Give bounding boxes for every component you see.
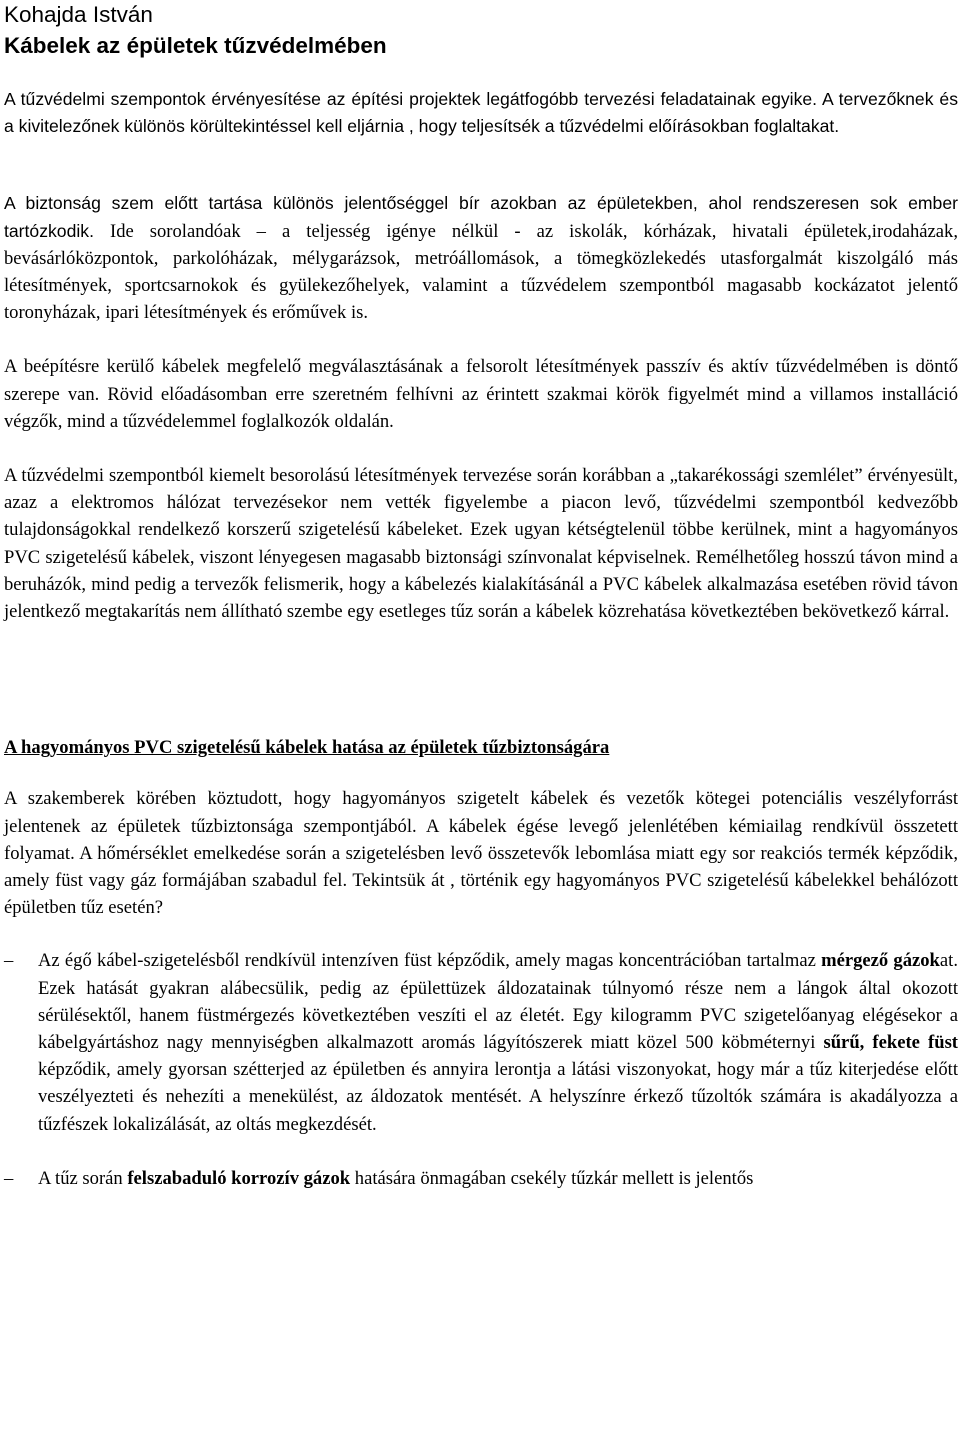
bullet-item-corrosive: – A tűz során felszabaduló korrozív gázok hatására önmagában csekély tűzkár mellett is jelentős [4, 1165, 958, 1192]
safety-paragraph-list: Ide sorolandóak – a teljesség igénye nélkül - az iskolák, kórházak, hivatali épületek,irodaházak, bevásárlóközpontok, parkolóházak, mélygarázsok, metróállomások, a tömegközlekedés utasforgalmát kiszolgáló más létesítmények, sportcsarnokok és gyülekezőhelyek, valamint a tűzvédelem szempontból magasabb kockázatot jelentő toronyházak, ipari létesítmények és erőművek is. [4, 220, 958, 324]
pvc-intro-paragraph: A szakemberek körében köztudott, hogy hagyományos szigetelt kábelek és vezetők kötegei potenciális veszélyforrást jelentenek az épületek tűzbiztonsága szempontjából. A kábelek égése levegő jelenlétében kémiailag rendkívül összetett folyamat. A hőmérséklet emelkedése során a szigetelésben levő összetevők lebomlása miatt egy sor reakciós termék képződik, amely füst vagy gáz formájában szabadul fel. Tekintsük át , történik egy hagyományos PVC szigetelésű kábelekkel behálózott épületben tűz esetén? [4, 788, 958, 919]
spacer [4, 61, 958, 86]
spacer [4, 921, 958, 947]
spacer [4, 1138, 958, 1165]
bullet-dash: – [4, 1167, 14, 1189]
bullet-dash: – [4, 950, 14, 972]
cable-selection-paragraph: A beépítésre kerülő kábelek megfelelő megválasztásának a felsorolt létesítmények passzív és aktív tűzvédelmében is döntő szerepe van. Rövid előadásomban erre szeretném felhívni az érintett szakmai körök figyelmét mind a villamos installáció végzők, mind a tűzvédelemmel foglalkozók oldalán. [4, 356, 958, 432]
spacer [4, 761, 958, 785]
section-heading: A hagyományos PVC szigetelésű kábelek hatása az épületek tűzbiztonságára [4, 737, 610, 759]
document-page [4, 0, 958, 1192]
spacer [4, 167, 958, 190]
design-paragraph: A tűzvédelmi szempontból kiemelt besorolású létesítmények tervezése során korábban a „takarékossági szemlélet” érvényesült, azaz a elektromos hálózat tervezésekor nem vették figyelembe a piacon levő, tűzvédelmi szempontból kedvezőbb tulajdonságokkal rendelkező korszerű szigetelésű kábeleket. Ezek ugyan kétségtelenül többe kerülnek, mint a hagyományos PVC szigetelésű kábelek, viszont lényegesen magasabb biztonsági színvonalat képviselnek. Remélhetőleg hosszú távon mind a beruházók, mind pedig a tervezők felismerik, hogy a kábelezés kialakításánál a PVC kábelek alkalmazása esetében rövid távon jelentkező megtakarítás nem állítható szembe egy esetleges tűz során a kábelek közrehatása következtében bekövetkező kárral. [4, 465, 958, 623]
spacer [4, 326, 958, 353]
emphasis-corrosive-gases: felszabaduló korrozív gázok [127, 1167, 351, 1189]
safety-paragraph [4, 190, 958, 326]
spacer [4, 435, 958, 462]
bullet-item-smoke: – Az égő kábel-szigetelésből rendkívül intenzíven füst képződik, amely magas koncentrációban tartalmaz mérgező gázokat. Ezek hatását gyakran alábecsülik, pedig az épülettüzek áldozatainak túlnyomó része nem a lángok által okozott sérülésektől, hanem füstmérgezés következtében veszíti el az életét. Egy kilogramm PVC szigetelőanyag elégésekor a kábelgyártáshoz nagy mennyiségben alkalmazott aromás lágyítószerek miatt közel 500 köbméternyi sűrű, fekete füst képződik, amely gyorsan szétterjed az épületben és annyira lerontja a látási viszonyokat, hogy már a tűz kiterjedése előtt veszélyezteti és nehezíti a menekülést, az áldozatok mentését. A helyszínre érkező tűzoltók számára is akadályozza a tűzfészek lokalizálását, az oltás megkezdését. [4, 947, 958, 1137]
safety-paragraph-lead: A biztonság szem előtt tartása különös jelentőséggel bír azokban az épületekben, ahol rendszeresen sok ember tartózkodik. [4, 193, 958, 241]
emphasis-toxic-gases: mérgező gázok [821, 950, 940, 972]
spacer [4, 625, 958, 734]
emphasis-dense-smoke: sűrű, fekete füst [823, 1032, 958, 1054]
intro-paragraph: A tűzvédelmi szempontok érvényesítése az építési projektek legátfogóbb tervezési feladatainak egyike. A tervezőknek és a kivitelezőnek különös körültekintéssel kell eljárnia , hogy teljesítsék a tűzvédelmi előírásokban foglaltakat. [4, 89, 958, 137]
document-title: Kábelek az épületek tűzvédelmében [4, 33, 387, 58]
author-name: Kohajda István [4, 2, 153, 27]
spacer [4, 140, 958, 167]
